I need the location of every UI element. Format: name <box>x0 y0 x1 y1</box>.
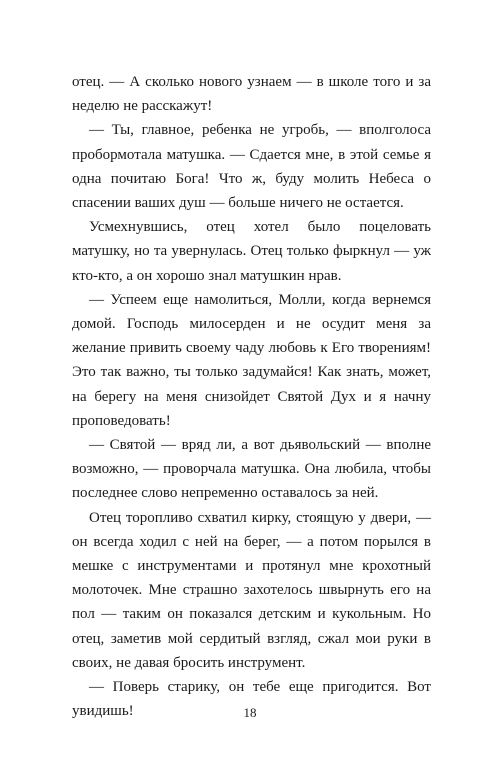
paragraph: Отец торопливо схватил кирку, стоящую у двери, — он всегда ходил с ней на берег, — а потом порылся в мешке с инструментами и протянул мне крохотный молоточек. Мне страшно захотелось швырнуть его на пол — таким он показался детским и кукольным. Но отец, заметив мой сердитый взгляд, сжал мои руки в своих, не давая бросить инструмент. <box>72 509 431 671</box>
paragraph: Усмехнувшись, отец хотел было поцеловать матушку, но та увернулась. Отец только фыркнул — уж кто-кто, а он хорошо знал матушкин нрав. <box>72 219 431 284</box>
page-number: 18 <box>243 705 257 720</box>
paragraph: — Успеем еще намолиться, Молли, когда вернемся домой. Господь милосерден и не осудит меня за желание привить своему чаду любовь к Его творениям! Это так важно, ты только задумайся! Как знать, может, на берегу на меня снизойдет Святой Дух и я начну проповедовать! <box>72 291 431 429</box>
paragraph: — Ты, главное, ребенка не угробь, — вполголоса пробормотала матушка. — Сдается мне, в этой семье я одна почитаю Бога! Что ж, буду молить Небеса о спасении ваших душ — больше ничего не остается. <box>72 122 431 212</box>
paragraph: — Святой — вряд ли, а вот дьявольский — вполне возможно, — проворчала матушка. Она любила, чтобы последнее слово непременно оставалось за ней. <box>72 437 431 502</box>
body-text <box>72 70 431 723</box>
paragraph-continuation: отец. — А сколько нового узнаем — в школе того и за неделю не расскажут! <box>72 74 431 115</box>
paragraph: — Поверь старику, он тебе еще пригодится. Вот увидишь! <box>72 679 431 720</box>
